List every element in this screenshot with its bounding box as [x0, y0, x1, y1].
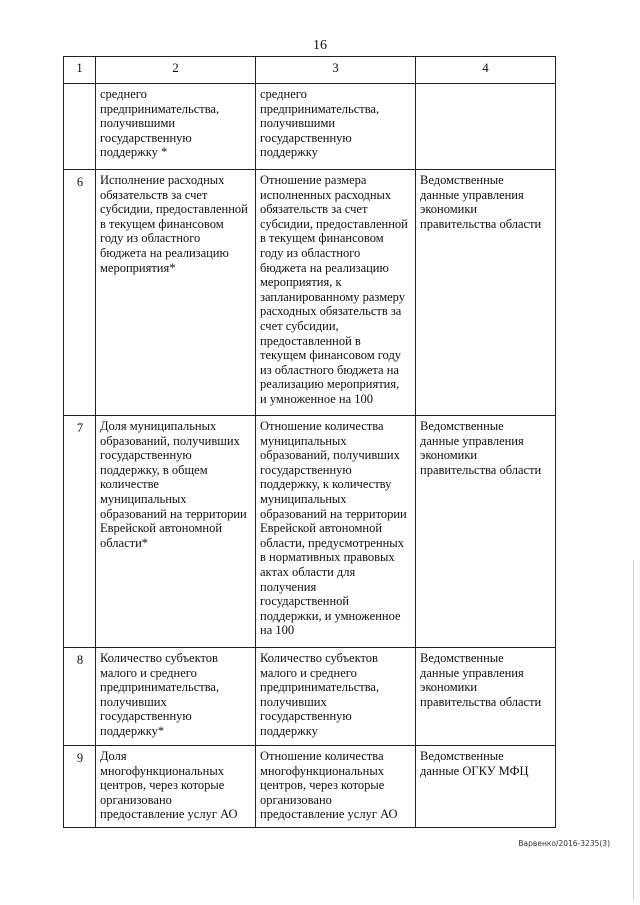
- table-row: [64, 170, 556, 416]
- indicators-table: [63, 56, 556, 828]
- document-reference: Варвенко/2016-3235(3): [518, 839, 610, 848]
- source-cell: Ведомственные данные управления экономики правительства области: [416, 416, 556, 648]
- indicator-cell: Доля муниципальных образований, получивших государственную поддержку, в общем количестве муниципальных образований на территории Еврейской автономной области*: [96, 416, 256, 648]
- table-header-row: [64, 57, 556, 84]
- row-number: 6: [64, 170, 96, 416]
- scan-edge-line: [633, 560, 634, 900]
- source-cell: Ведомственные данные ОГКУ МФЦ: [416, 746, 556, 828]
- table-row: [64, 416, 556, 648]
- source-cell: [416, 84, 556, 170]
- row-number: 8: [64, 648, 96, 746]
- table-row: [64, 746, 556, 828]
- header-cell-4: 4: [416, 57, 556, 84]
- header-cell-3: 3: [256, 57, 416, 84]
- indicator-cell: Исполнение расходных обязательств за счет субсидии, предоставленной в текущем финансовом году из областного бюджета на реализацию мероприятия*: [96, 170, 256, 416]
- row-number: 7: [64, 416, 96, 648]
- method-cell: Количество субъектов малого и среднего предпринимательства, получивших государственную поддержку: [256, 648, 416, 746]
- row-number: [64, 84, 96, 170]
- header-cell-1: 1: [64, 57, 96, 84]
- method-cell: Отношение количества муниципальных образований, получивших государственную поддержку, к количеству муниципальных образований на территории Еврейской автономной области, предусмотренных в нормативных правовых актах области для получения государственной поддержки, и умноженное на 100: [256, 416, 416, 648]
- indicator-cell: Доля многофункциональных центров, через которые организовано предоставление услуг АО: [96, 746, 256, 828]
- table-row: [64, 84, 556, 170]
- source-cell: Ведомственные данные управления экономики правительства области: [416, 170, 556, 416]
- method-cell: среднего предпринимательства, получившими государственную поддержку: [256, 84, 416, 170]
- page-number: 16: [313, 38, 327, 53]
- table-row: [64, 648, 556, 746]
- indicator-cell: среднего предпринимательства, получившими государственную поддержку *: [96, 84, 256, 170]
- header-cell-2: 2: [96, 57, 256, 84]
- indicator-cell: Количество субъектов малого и среднего предпринимательства, получивших государственную поддержку*: [96, 648, 256, 746]
- method-cell: Отношение размера исполненных расходных обязательств за счет субсидии, предоставленной в текущем финансовом году из областного бюджета на реализацию мероприятия, к запланированному размеру расходных обязательств за счет субсидии, предоставленной в текущем финансовом году из областного бюджета на реализацию мероприятия, и умноженное на 100: [256, 170, 416, 416]
- method-cell: Отношение количества многофункциональных центров, через которые организовано предоставление услуг АО: [256, 746, 416, 828]
- row-number: 9: [64, 746, 96, 828]
- source-cell: Ведомственные данные управления экономики правительства области: [416, 648, 556, 746]
